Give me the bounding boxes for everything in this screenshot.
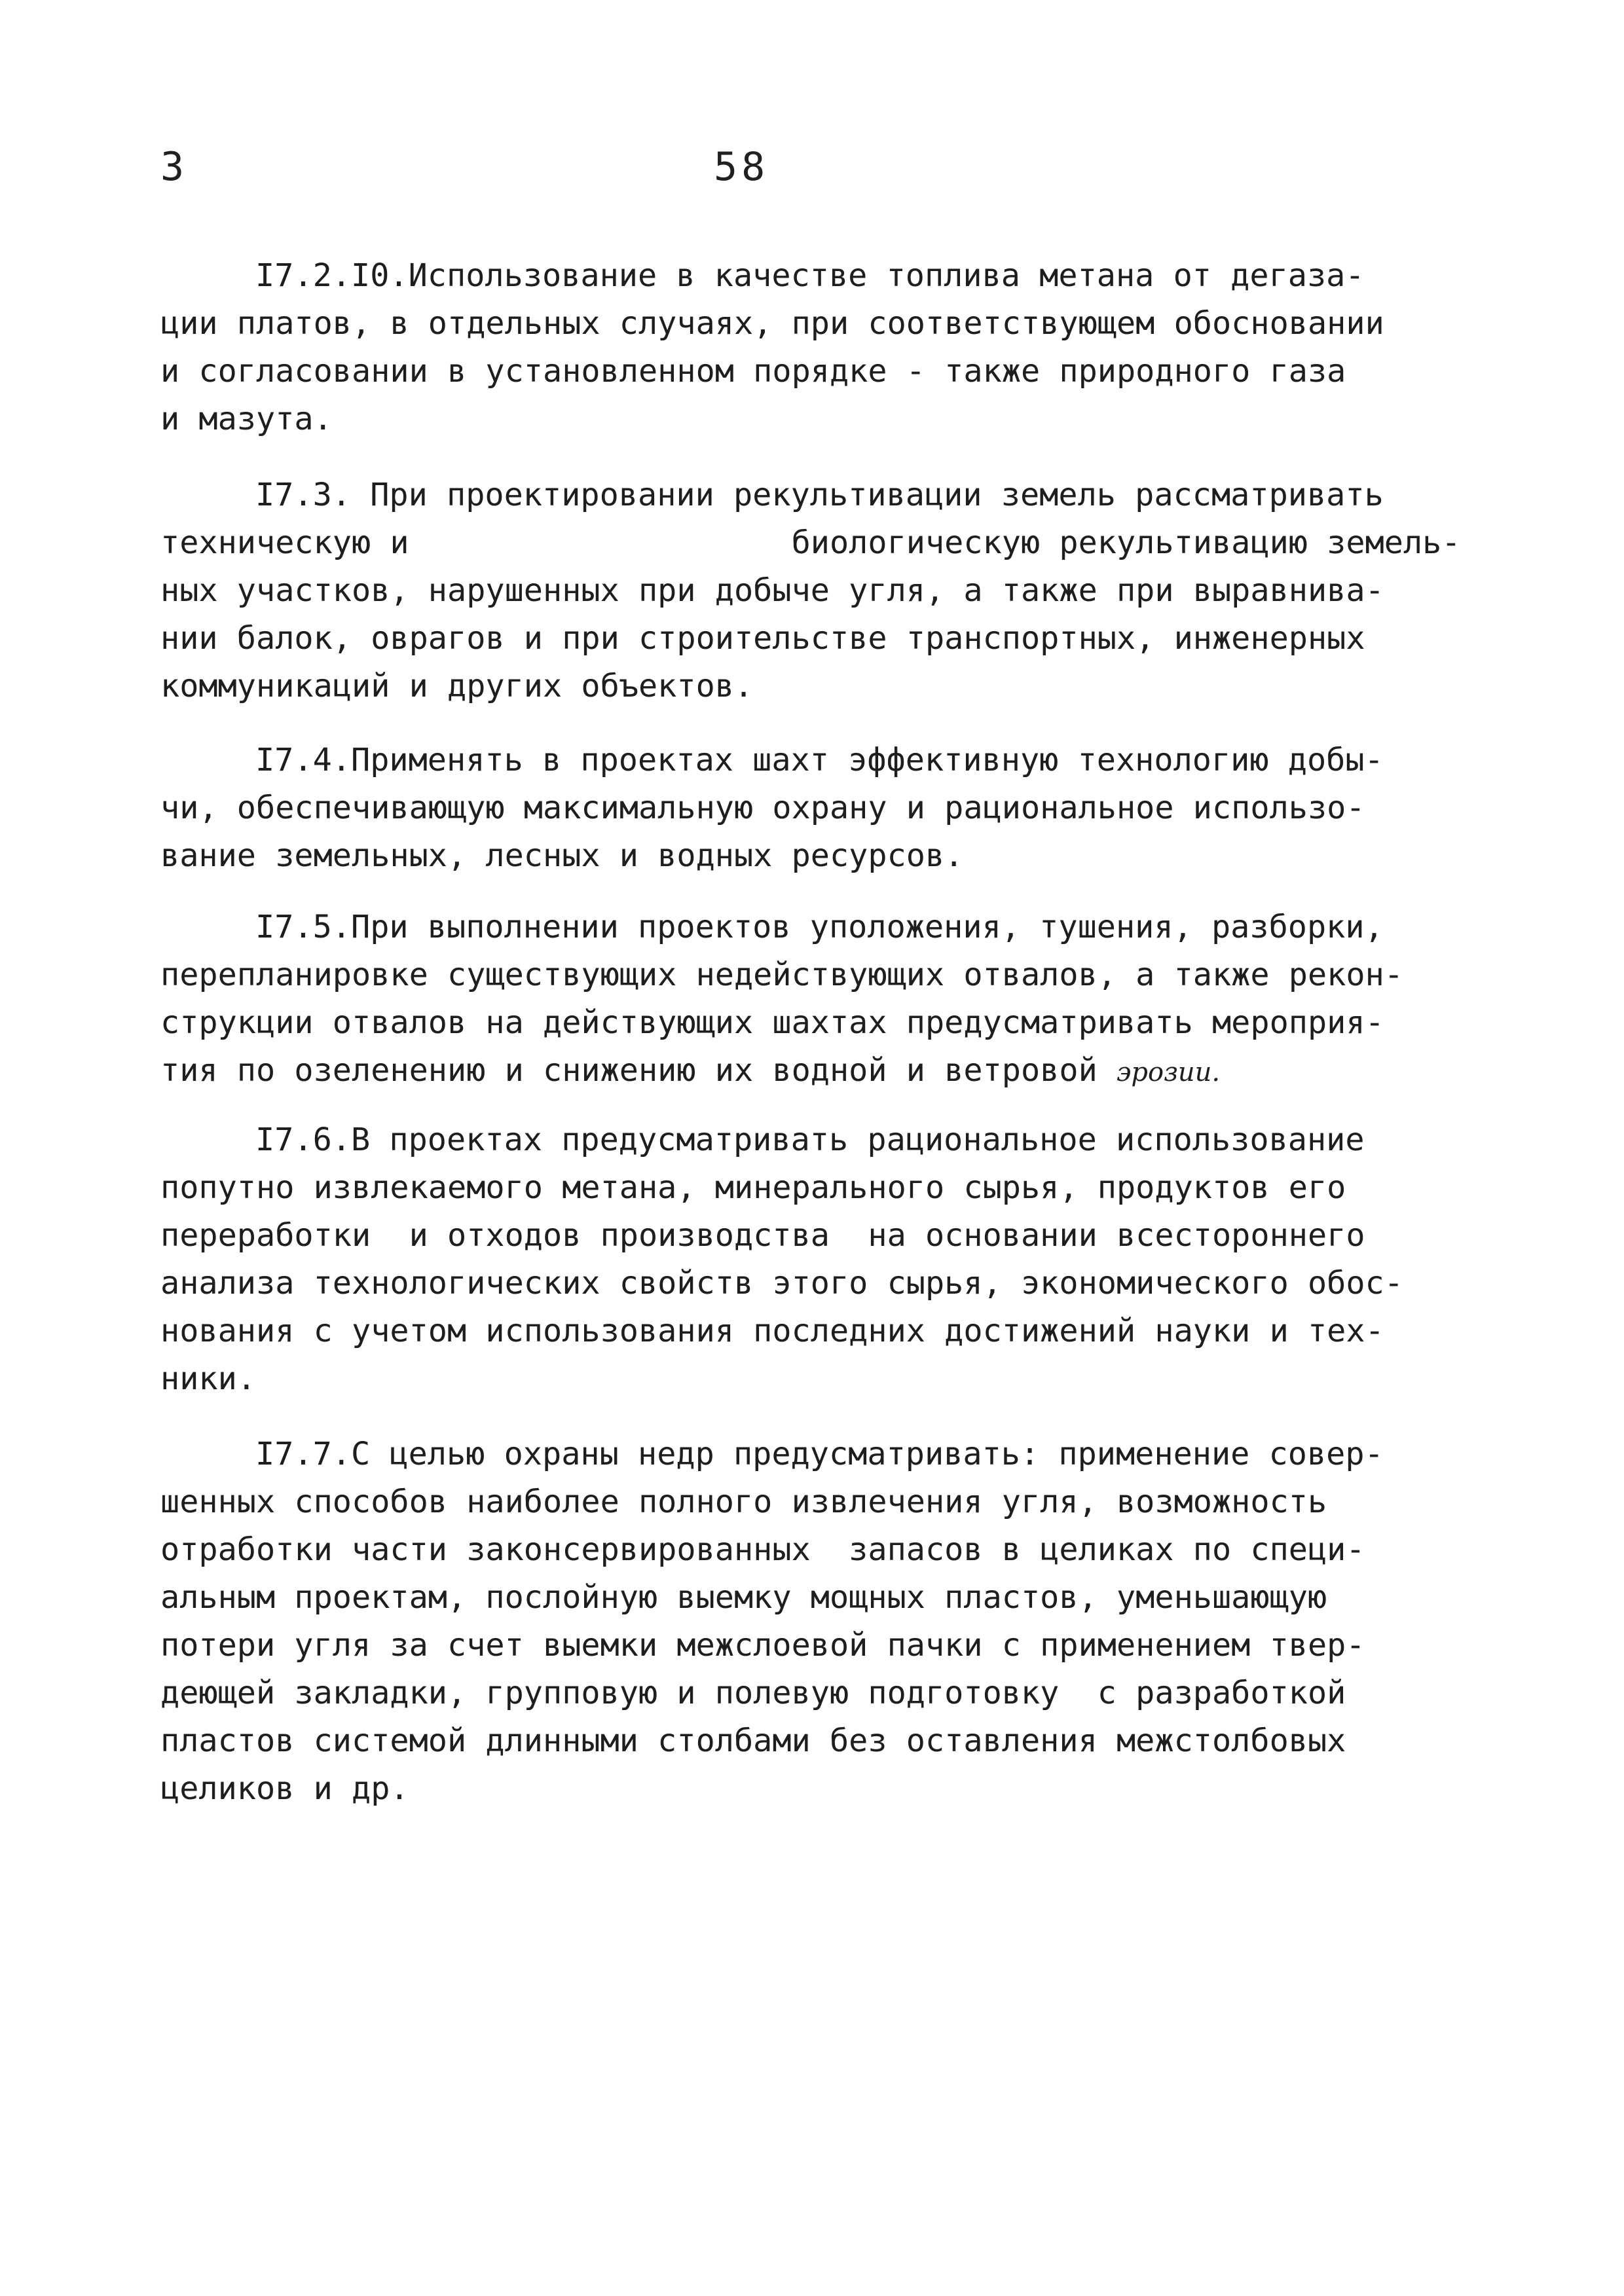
page-number: 58 xyxy=(714,144,769,190)
text-line-typed: тия по озеленению и снижению их водной и ветровой xyxy=(160,1052,1116,1089)
text-line: попутно извлекаемого метана, минерального сырья, продуктов его xyxy=(160,1169,1346,1206)
text-line: анализа технологических свойств этого сырья, экономического обос- xyxy=(160,1265,1403,1302)
paragraph-17-7 xyxy=(160,1430,1493,1813)
text-line: нии балок, оврагов и при строительстве транспортных, инженерных xyxy=(160,620,1365,657)
text-line: нования с учетом использования последних достижений науки и тех- xyxy=(160,1313,1384,1349)
text-line: ники. xyxy=(160,1360,256,1397)
text-line xyxy=(160,1047,1493,1097)
paragraph-17-6 xyxy=(160,1116,1493,1403)
text-line: альным проектам, послойную выемку мощных пластов, уменьшающую xyxy=(160,1579,1327,1616)
text-line: ции платов, в отдельных случаях, при соответствующем обосновании xyxy=(160,305,1384,342)
paragraph-17-5 xyxy=(160,903,1493,1097)
text-line: вание земельных, лесных и водных ресурсов. xyxy=(160,837,964,874)
text-line: потери угля за счет выемки межслоевой пачки с применением твер- xyxy=(160,1627,1365,1664)
text-line: ных участков, нарушенных при добыче угля, а также при выравнива- xyxy=(160,572,1384,609)
text-line: и согласовании в установленном порядке - также природного газа xyxy=(160,353,1346,390)
text-line: деющей закладки, групповую и полевую подготовку с разработкой xyxy=(160,1675,1346,1711)
sheet-number: 3 xyxy=(160,144,185,190)
text-line: I7.4.Применять в проектах шахт эффективную технологию добы- xyxy=(255,742,1384,778)
text-line: I7.2.I0.Использование в качестве топлива метана от дегаза- xyxy=(255,257,1365,294)
paragraph-17-2-10 xyxy=(160,252,1493,443)
paragraph-17-4 xyxy=(160,737,1493,880)
text-line: шенных способов наиболее полного извлечения угля, возможность xyxy=(160,1484,1327,1520)
text-line: струкции отвалов на действующих шахтах предусматривать мероприя- xyxy=(160,1004,1384,1041)
text-line: пластов системой длинными столбами без оставления межстолбовых xyxy=(160,1722,1346,1759)
text-line: перепланировке существующих недействующих отвалов, а также рекон- xyxy=(160,957,1403,993)
handwritten-correction: эрозии. xyxy=(1116,1057,1221,1087)
text-line: переработки и отходов производства на основании всестороннего xyxy=(160,1217,1365,1254)
text-line: коммуникаций и других объектов. xyxy=(160,668,754,704)
text-line: чи, обеспечивающую максимальную охрану и рациональное использо- xyxy=(160,790,1365,826)
text-line: и мазута. xyxy=(160,401,333,437)
text-line: техническую и биологическую рекультивацию земель- xyxy=(160,524,1461,561)
text-line: I7.3. При проектировании рекультивации земель рассматривать xyxy=(255,477,1384,513)
text-line: I7.5.При выполнении проектов уположения, тушения, разборки, xyxy=(255,909,1384,945)
paragraph-17-3 xyxy=(160,471,1493,710)
text-line: целиков и др. xyxy=(160,1770,409,1807)
text-line: I7.7.С целью охраны недр предусматривать: применение совер- xyxy=(255,1436,1384,1472)
text-line: отработки части законсервированных запасов в целиках по специ- xyxy=(160,1531,1365,1568)
text-line: I7.6.В проектах предусматривать рациональное использование xyxy=(255,1121,1365,1158)
